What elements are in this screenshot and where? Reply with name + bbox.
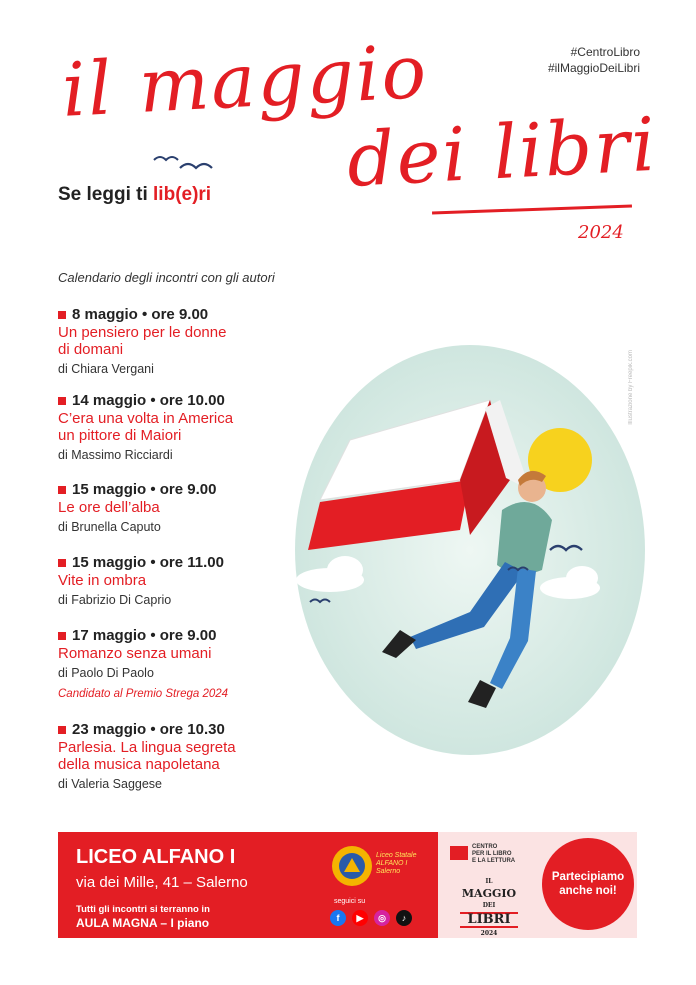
event-note: Candidato al Premio Strega 2024 <box>58 688 229 700</box>
event-date: 15 maggio • ore 11.00 <box>58 554 318 572</box>
birds-icon <box>150 150 220 180</box>
school-logo-icon <box>330 844 374 888</box>
tagline-highlight: lib(e)ri <box>153 184 212 205</box>
event-title-line: Parlesia. La lingua segreta <box>58 739 236 756</box>
event-title-line: di domani <box>58 341 124 358</box>
calendar-subtitle: Calendario degli incontri con gli autori <box>58 270 275 285</box>
illustration-credit: Illustrazione by Freepik.com <box>628 350 634 425</box>
maggio-libri-logo: IL MAGGIO DEI LIBRI 2024 <box>461 878 517 937</box>
event-title-line: Vite in ombra <box>58 572 147 589</box>
facebook-icon[interactable]: f <box>330 910 346 926</box>
school-address: via dei Mille, 41 – Salerno <box>76 874 248 891</box>
hashtag-maggiodeilibri[interactable]: #ilMaggioDeiLibri <box>547 61 640 75</box>
event-title-line: C’era una volta in America <box>58 410 234 427</box>
social-links <box>330 910 412 926</box>
centro-libro-text: CENTRO PER IL LIBRO E LA LETTURA <box>472 844 516 864</box>
flying-reader-illustration <box>270 330 650 770</box>
event-date: 15 maggio • ore 9.00 <box>58 481 318 499</box>
title-line-1: il maggio <box>60 28 431 134</box>
follow-us-label: seguici su <box>334 898 366 905</box>
venue-info-line: Tutti gli incontri si terranno in <box>76 904 210 915</box>
event-title-line: Le ore dell’alba <box>58 499 160 516</box>
event-author: di Brunella Caputo <box>58 520 161 534</box>
event-title-line: Un pensiero per le donne <box>58 324 227 341</box>
event-author: di Paolo Di Paolo <box>58 666 154 680</box>
footer-partner-panel <box>438 832 637 938</box>
event-date: 8 maggio • ore 9.00 <box>58 306 318 324</box>
bullet-square-icon <box>58 726 66 734</box>
hashtags <box>548 44 640 76</box>
bullet-square-icon <box>58 397 66 405</box>
school-name: LICEO ALFANO I <box>76 846 236 868</box>
youtube-icon[interactable]: ▶ <box>352 910 368 926</box>
bullet-square-icon <box>58 559 66 567</box>
bullet-square-icon <box>58 311 66 319</box>
footer-venue-panel <box>58 832 438 938</box>
event-title-line: un pittore di Maiori <box>58 427 182 444</box>
event-date: 17 maggio • ore 9.00 <box>58 627 318 645</box>
tagline <box>58 184 211 206</box>
event-author: di Massimo Ricciardi <box>58 448 173 462</box>
title-line-2: dei libri <box>345 101 660 204</box>
event-author: di Chiara Vergani <box>58 362 154 376</box>
event-author: di Fabrizio Di Caprio <box>58 593 172 607</box>
hashtag-centrolibro[interactable]: #CentroLibro <box>570 45 640 59</box>
title-year: 2024 <box>578 222 624 243</box>
event-title-line: Romanzo senza umani <box>58 645 212 662</box>
bullet-square-icon <box>58 632 66 640</box>
title-underline <box>432 205 632 215</box>
event-date: 23 maggio • ore 10.30 <box>58 721 318 739</box>
venue-room: AULA MAGNA – I piano <box>76 916 210 930</box>
event-title-line: della musica napoletana <box>58 756 220 773</box>
participate-badge: Partecipiamo anche noi! <box>542 838 634 930</box>
bullet-square-icon <box>58 486 66 494</box>
school-logo-text: Liceo Statale ALFANO I Salerno <box>376 852 417 875</box>
tiktok-icon[interactable]: ♪ <box>396 910 412 926</box>
centro-libro-logo-icon <box>450 844 470 862</box>
event-date: 14 maggio • ore 10.00 <box>58 392 318 410</box>
instagram-icon[interactable]: ◎ <box>374 910 390 926</box>
event-author: di Valeria Saggese <box>58 777 163 791</box>
tagline-prefix: Se leggi ti <box>58 184 154 205</box>
